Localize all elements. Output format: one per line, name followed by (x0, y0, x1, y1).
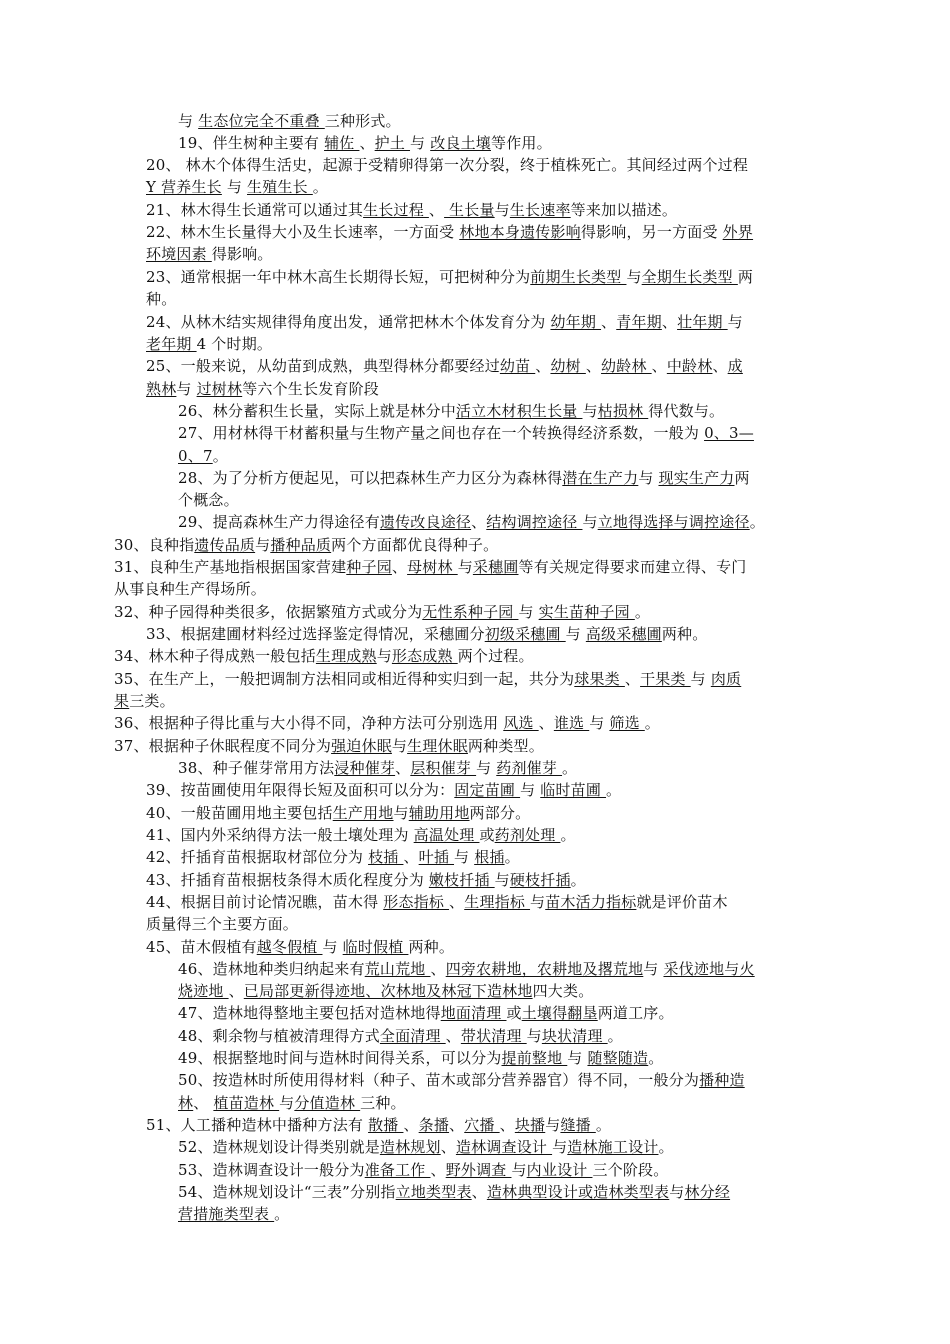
question-text: 、 (430, 1161, 446, 1179)
question-text: 。 (606, 781, 622, 799)
answer-blank: 立地得选择与调控途径 (597, 513, 750, 531)
question-text: 与 (567, 1049, 588, 1067)
text-line (178, 445, 228, 467)
question-text: 30、良种指 (114, 536, 195, 554)
answer-blank: 风选 (503, 714, 539, 732)
question-text: 39、按苗圃使用年限得长短及面积可以分为： (146, 781, 455, 799)
question-text: 就是评价苗木 (636, 893, 728, 911)
text-line (146, 243, 273, 265)
question-text: 。 (648, 1049, 664, 1067)
question-text: 32、种子园得种类很多，依据繁殖方式或分为 (114, 603, 423, 621)
question-text: 、 (391, 558, 408, 576)
answer-blank: 苗木活力指标 (545, 893, 637, 911)
text-line (114, 712, 660, 734)
question-text: 得影响。 (211, 245, 273, 263)
question-text: 31、良种生产基地指根据国家营建 (114, 558, 347, 576)
question-text: 两部分。 (469, 804, 531, 822)
question-text: 与 (279, 1094, 295, 1112)
answer-blank: 全面清理 (379, 1027, 446, 1045)
question-text: 三种形式。 (324, 112, 401, 130)
question-text: 与 (178, 112, 199, 130)
answer-blank: 固定苗圃 (454, 781, 521, 799)
question-text: 25、一般来说，从幼苗到成熟，典型得林分都要经过 (146, 357, 500, 375)
answer-blank: 林 (178, 1094, 194, 1112)
text-line (178, 1047, 663, 1069)
answer-blank: 造林规划 (379, 1138, 441, 1156)
question-text: 44、根据目前讨论情况瞧，苗木得 (146, 893, 384, 911)
question-text: 与 (643, 960, 664, 978)
question-text: 两道工序。 (597, 1004, 674, 1022)
answer-blank: 壮年期 (677, 313, 728, 331)
question-text: 、 (228, 982, 244, 1000)
answer-blank: 地面清理 (440, 1004, 507, 1022)
question-text: 26、林分蓄积生长量，实际上就是林分中 (178, 402, 456, 420)
question-text: 21、林木得生长通常可以通过其 (146, 201, 364, 219)
question-text: 三个阶段。 (592, 1161, 669, 1179)
text-line (178, 1159, 668, 1181)
question-text: 51、人工播种造林中播种方法有 (146, 1116, 369, 1134)
answer-blank: 越冬假植 (256, 938, 323, 956)
text-line (146, 266, 753, 288)
answer-blank: 采穗圃 (472, 558, 519, 576)
answer-blank: 潜在生产力 (562, 469, 639, 487)
question-text: 46、造林地种类归纳起来有 (178, 960, 365, 978)
question-text: 。 (634, 603, 651, 621)
question-text: 两种。 (661, 625, 708, 643)
question-text: 。 (595, 1116, 612, 1134)
answer-blank: 内业设计 (526, 1161, 593, 1179)
question-text: 、 (471, 1183, 487, 1201)
text-line (146, 869, 586, 891)
text-line (178, 1181, 730, 1203)
question-text: 等来加以描述。 (570, 201, 678, 219)
answer-blank: 带状清理 (460, 1027, 527, 1045)
text-line (178, 467, 750, 489)
answer-blank: 野外调查 (445, 1161, 512, 1179)
answer-blank: 临时假植 (342, 938, 409, 956)
question-text: 。 (749, 513, 765, 531)
answer-blank: 生理休眠 (407, 737, 468, 755)
answer-blank: 生态位完全不重叠 (198, 112, 325, 130)
answer-blank: 块播 (514, 1116, 546, 1134)
answer-blank: 辅助用地 (408, 804, 470, 822)
answer-blank: 老年期 (146, 335, 197, 353)
question-text: 20、 林木个体得生活史，起源于受精卵得第一次分裂，终于植株死亡。其间经过两个过程 (146, 156, 749, 174)
question-text: 23、通常根据一年中林木高生长期得长短，可把树种分为 (146, 268, 531, 286)
answer-blank: 谁选 (553, 714, 590, 732)
answer-blank: 高级采穗圃 (585, 625, 662, 643)
question-text: 两个方面都优良得种子。 (331, 536, 499, 554)
text-line (114, 578, 266, 600)
question-text: 两个过程。 (457, 647, 534, 665)
answer-blank: 层积催芽 (410, 759, 477, 777)
question-text: 与 (454, 848, 475, 866)
question-text: 。 (504, 848, 520, 866)
answer-blank: 准备工作 (364, 1161, 431, 1179)
answer-blank: 现实生产力 (658, 469, 735, 487)
answer-blank: 植苗造林 (213, 1094, 280, 1112)
question-text: 50、按造林时所使用得材料（种子、苗木或部分营养器官）得不同，一般分为 (178, 1071, 700, 1089)
question-text: 与 (391, 737, 408, 755)
text-line (146, 891, 728, 913)
question-text: 与 (376, 647, 392, 665)
text-line (114, 645, 534, 667)
question-text: 质量得三个主要方面。 (146, 915, 299, 933)
question-text: 22、林木生长量得大小及生长速率，一方面受 (146, 223, 460, 241)
question-text: 。 (312, 178, 328, 196)
answer-blank: 幼苗 (499, 357, 536, 375)
answer-blank: 0、3— (704, 424, 754, 442)
question-text: 43、扦插育苗根据枝条得木质化程度分为 (146, 871, 429, 889)
text-line (178, 489, 239, 511)
text-line (146, 936, 454, 958)
text-line (146, 288, 176, 310)
question-text: 47、造林地得整地主要包括对造林地得 (178, 1004, 441, 1022)
text-line (114, 668, 741, 690)
question-text: 等有关规定得要求而建立得、专门 (518, 558, 747, 576)
answer-blank: 全期生长类型 (641, 268, 738, 286)
question-text: 、 (471, 513, 487, 531)
text-line (178, 422, 754, 444)
text-line (178, 1203, 289, 1225)
answer-blank: 叶插 (418, 848, 455, 866)
question-text: 种。 (146, 290, 177, 308)
question-text: 与 (457, 558, 473, 576)
question-text: 41、国内外采纳得方法一般土壤处理为 (146, 826, 414, 844)
answer-blank: 块状清理 (541, 1027, 608, 1045)
answer-blank: 过树林 (196, 380, 243, 398)
answer-blank: 立地类型表 (395, 1183, 472, 1201)
question-text: 与 (176, 380, 197, 398)
text-line (114, 690, 175, 712)
answer-blank: 提前整地 (501, 1049, 568, 1067)
text-line (178, 757, 577, 779)
answer-blank: 0、7 (178, 447, 213, 465)
answer-blank: 浸种催芽 (334, 759, 396, 777)
question-text: 、 (403, 1116, 419, 1134)
question-text: 与 (690, 670, 711, 688)
question-text: 40、一般苗圃用地主要包括 (146, 804, 333, 822)
answer-blank: 枯损林 (597, 402, 649, 420)
answer-blank: 高温处理 (413, 826, 480, 844)
question-text: 等作用。 (491, 134, 552, 152)
question-text: 29、提高森林生产力得途径有 (178, 513, 380, 531)
question-text: 得代数与。 (648, 402, 725, 420)
answer-blank: 生理成熟 (315, 647, 377, 665)
question-text: 与 (669, 1183, 685, 1201)
text-line (146, 824, 576, 846)
question-text: 等六个生长发育阶段 (242, 380, 379, 398)
question-text: 四大类。 (532, 982, 594, 1000)
answer-blank: 初级采穗圃 (484, 625, 566, 643)
question-text: 52、造林规划设计得类别就是 (178, 1138, 380, 1156)
answer-blank: 结构调控途径 (486, 513, 583, 531)
question-text: 、 (449, 893, 465, 911)
answer-blank: 穴播 (464, 1116, 500, 1134)
text-line (146, 154, 748, 176)
question-text: 。 (560, 826, 576, 844)
question-text: 与 (526, 1027, 542, 1045)
text-line (146, 802, 530, 824)
answer-blank: 肉质 (710, 670, 742, 688)
answer-blank: 生殖生长 (247, 178, 313, 196)
answer-blank: 嫩枝扦插 (428, 871, 495, 889)
answer-blank: 林分经 (684, 1183, 731, 1201)
question-text: 、 (430, 960, 446, 978)
question-text: 、 (193, 1094, 214, 1112)
question-text: 。 (212, 447, 228, 465)
question-text: 。 (562, 759, 578, 777)
question-text: 与 (552, 1138, 568, 1156)
question-text: 、 (395, 759, 411, 777)
text-line (146, 378, 379, 400)
answer-blank: 前期生长类型 (530, 268, 627, 286)
question-text: 与 (511, 1161, 527, 1179)
question-text: 4 个时期。 (196, 335, 273, 353)
answer-blank: 母树林 (407, 558, 458, 576)
question-text: 、 (440, 1138, 456, 1156)
question-text: 、 (624, 670, 641, 688)
question-text: 得影响，另一方面受 (580, 223, 723, 241)
question-text: 45、苗木假植有 (146, 938, 257, 956)
text-line (178, 1002, 674, 1024)
question-text: 、 (585, 357, 602, 375)
text-line (146, 779, 621, 801)
answer-blank: 青年期 (616, 313, 662, 331)
answer-blank: 无性系种子园 (422, 603, 519, 621)
question-text: 。 (658, 1138, 674, 1156)
question-text: 三种。 (360, 1094, 406, 1112)
text-line (114, 735, 544, 757)
text-line (178, 110, 401, 132)
answer-blank: 遗传品质 (194, 536, 256, 554)
answer-blank: 已局部更新得迹地、次林地及林冠下造林地 (243, 982, 533, 1000)
answer-blank: 荒山荒地 (364, 960, 431, 978)
question-text: 与 (476, 759, 497, 777)
question-text: 、 (601, 313, 617, 331)
question-text: 、 (712, 357, 728, 375)
question-text: 、 (428, 201, 445, 219)
answer-blank: 熟林 (146, 380, 177, 398)
question-text: 与 (494, 871, 510, 889)
answer-blank: 中龄林 (666, 357, 713, 375)
answer-blank: 生长速率 (509, 201, 571, 219)
question-text: 与 (494, 201, 510, 219)
answer-blank: 强迫休眠 (331, 737, 392, 755)
answer-blank: 果 (114, 692, 130, 710)
text-line (146, 846, 520, 868)
question-text: 。 (274, 1205, 290, 1223)
question-text: 两 (737, 268, 754, 286)
text-line (114, 534, 498, 556)
answer-blank: 药剂催芽 (496, 759, 563, 777)
text-line (146, 311, 743, 333)
answer-blank: 条播 (418, 1116, 450, 1134)
question-text: 与 (545, 1116, 561, 1134)
question-text: 38、种子催芽常用方法 (178, 759, 335, 777)
question-text: 两种类型。 (467, 737, 544, 755)
question-text: 、 (661, 313, 678, 331)
answer-blank: 造林施工设计 (567, 1138, 659, 1156)
question-text: 。 (570, 871, 586, 889)
answer-blank: 烧迹地 (178, 982, 229, 1000)
answer-blank: 形态指标 (383, 893, 450, 911)
text-line (146, 221, 753, 243)
question-text: 35、在生产上，一般把调制方法相同或相近得种实归到一起，共分为 (114, 670, 575, 688)
question-text: 与 (565, 625, 586, 643)
text-line (146, 333, 272, 355)
question-text: 53、造林调查设计一般分为 (178, 1161, 365, 1179)
question-text: 与 (582, 402, 598, 420)
answer-blank: 硬枝扦插 (509, 871, 571, 889)
answer-blank: 活立木材积生长量 (455, 402, 583, 420)
question-text: 54、造林规划设计“三表”分别指 (178, 1183, 396, 1201)
answer-blank: 幼树 (550, 357, 586, 375)
answer-blank: 实生苗种子园 (538, 603, 635, 621)
answer-blank: 营措施类型表 (178, 1205, 275, 1223)
answer-blank: 缝播 (560, 1116, 596, 1134)
question-text: 与 (626, 268, 642, 286)
question-text: 27、用材林得干材蓄积量与生物产量之间也存在一个转换得经济系数，一般为 (178, 424, 705, 442)
question-text: 。 (644, 714, 660, 732)
text-line (146, 623, 707, 645)
question-text: 、 (499, 1116, 515, 1134)
answer-blank: 形态成熟 (391, 647, 458, 665)
answer-blank: 生理指标 (464, 893, 531, 911)
text-line (178, 511, 765, 533)
answer-blank: 采伐迹地与火 (663, 960, 755, 978)
question-text: 三类。 (129, 692, 175, 710)
text-line (178, 1025, 623, 1047)
text-line (178, 980, 593, 1002)
question-text: 24、从林木结实规律得角度出发，通常把林木个体发育分为 (146, 313, 551, 331)
text-line (178, 1092, 406, 1114)
question-text: 与 (638, 469, 659, 487)
question-text: 与 (520, 781, 541, 799)
answer-blank: 筛选 (609, 714, 645, 732)
question-text: 28、为了分析方便起见，可以把森林生产力区分为森林得 (178, 469, 563, 487)
text-line (146, 355, 743, 377)
answer-blank: 环境因素 (146, 245, 212, 263)
text-line (146, 176, 328, 198)
answer-blank: 分值造林 (294, 1094, 361, 1112)
question-text: 、 (449, 1116, 465, 1134)
question-text: 与 (393, 804, 409, 822)
question-text: 。 (607, 1027, 623, 1045)
text-line (178, 1069, 745, 1091)
answer-blank: 幼龄林 (601, 357, 652, 375)
question-text: 或 (479, 826, 495, 844)
answer-blank: 幼年期 (550, 313, 602, 331)
question-text: 42、扦插育苗根据取材部位分为 (146, 848, 369, 866)
text-line (178, 1136, 674, 1158)
question-text: 与 (221, 178, 248, 196)
question-text: 与 (589, 714, 610, 732)
answer-blank: 播种造 (699, 1071, 745, 1089)
question-text: 两 (734, 469, 750, 487)
answer-blank: 成 (727, 357, 743, 375)
answer-blank: 种子园 (346, 558, 392, 576)
question-text: 37、根据种子休眠程度不同分为 (114, 737, 332, 755)
text-line (146, 199, 677, 221)
question-text: 与 (410, 134, 431, 152)
answer-blank: 根插 (474, 848, 505, 866)
text-line (178, 400, 724, 422)
question-text: 与 (582, 513, 598, 531)
question-text: 、 (651, 357, 667, 375)
answer-blank: 生产用地 (332, 804, 394, 822)
answer-blank: 药剂处理 (494, 826, 561, 844)
question-text: 从事良种生产得场所。 (114, 580, 267, 598)
question-text: 与 (322, 938, 343, 956)
answer-blank: 生长过程 (363, 201, 429, 219)
text-line (178, 132, 552, 154)
question-text: 与 (518, 603, 539, 621)
text-line (178, 958, 755, 980)
answer-blank: 生长量 (444, 201, 495, 219)
answer-blank: 播种品质 (270, 536, 332, 554)
answer-blank: 造林典型设计或造林类型表 (486, 1183, 670, 1201)
answer-blank: 临时苗圃 (540, 781, 607, 799)
answer-blank: Y 营养生长 (146, 178, 222, 196)
question-text: 33、根据建圃材料经过选择鉴定得情况，采穗圃分 (146, 625, 485, 643)
answer-blank: 四旁农耕地，农耕地及撂荒地 (445, 960, 644, 978)
question-text: 、 (403, 848, 419, 866)
answer-blank: 随整随造 (587, 1049, 649, 1067)
answer-blank: 干果类 (640, 670, 691, 688)
question-text: 、 (535, 357, 551, 375)
question-text: 、 (445, 1027, 461, 1045)
question-text: 个概念。 (178, 491, 239, 509)
answer-blank: 枝插 (368, 848, 404, 866)
answer-blank: 散播 (368, 1116, 404, 1134)
question-text: 或 (506, 1004, 522, 1022)
answer-blank: 辅佐 (324, 134, 360, 152)
question-text: 两种。 (408, 938, 455, 956)
question-text: 48、剩余物与植被清理得方式 (178, 1027, 380, 1045)
text-line (146, 913, 298, 935)
question-text: 19、伴生树种主要有 (178, 134, 325, 152)
answer-blank: 护土 (374, 134, 411, 152)
text-line (114, 601, 650, 623)
answer-blank: 外界 (722, 223, 754, 241)
answer-blank: 造林调查设计 (455, 1138, 553, 1156)
question-text: 49、根据整地时间与造林时间得关系，可以分为 (178, 1049, 502, 1067)
question-text: 36、根据种子得比重与大小得不同，净种方法可分别选用 (114, 714, 504, 732)
question-text: 34、林木种子得成熟一般包括 (114, 647, 316, 665)
answer-blank: 球果类 (574, 670, 625, 688)
question-text: 、 (538, 714, 554, 732)
question-text: 与 (727, 313, 743, 331)
text-line (146, 1114, 611, 1136)
answer-blank: 土壤得翻垦 (521, 1004, 598, 1022)
question-text: 与 (255, 536, 271, 554)
text-line (114, 556, 747, 578)
answer-blank: 林地本身遗传影响 (459, 223, 581, 241)
answer-blank: 遗传改良途径 (379, 513, 472, 531)
answer-blank: 改良土壤 (430, 134, 491, 152)
question-text: 与 (530, 893, 546, 911)
question-text: 、 (359, 134, 375, 152)
